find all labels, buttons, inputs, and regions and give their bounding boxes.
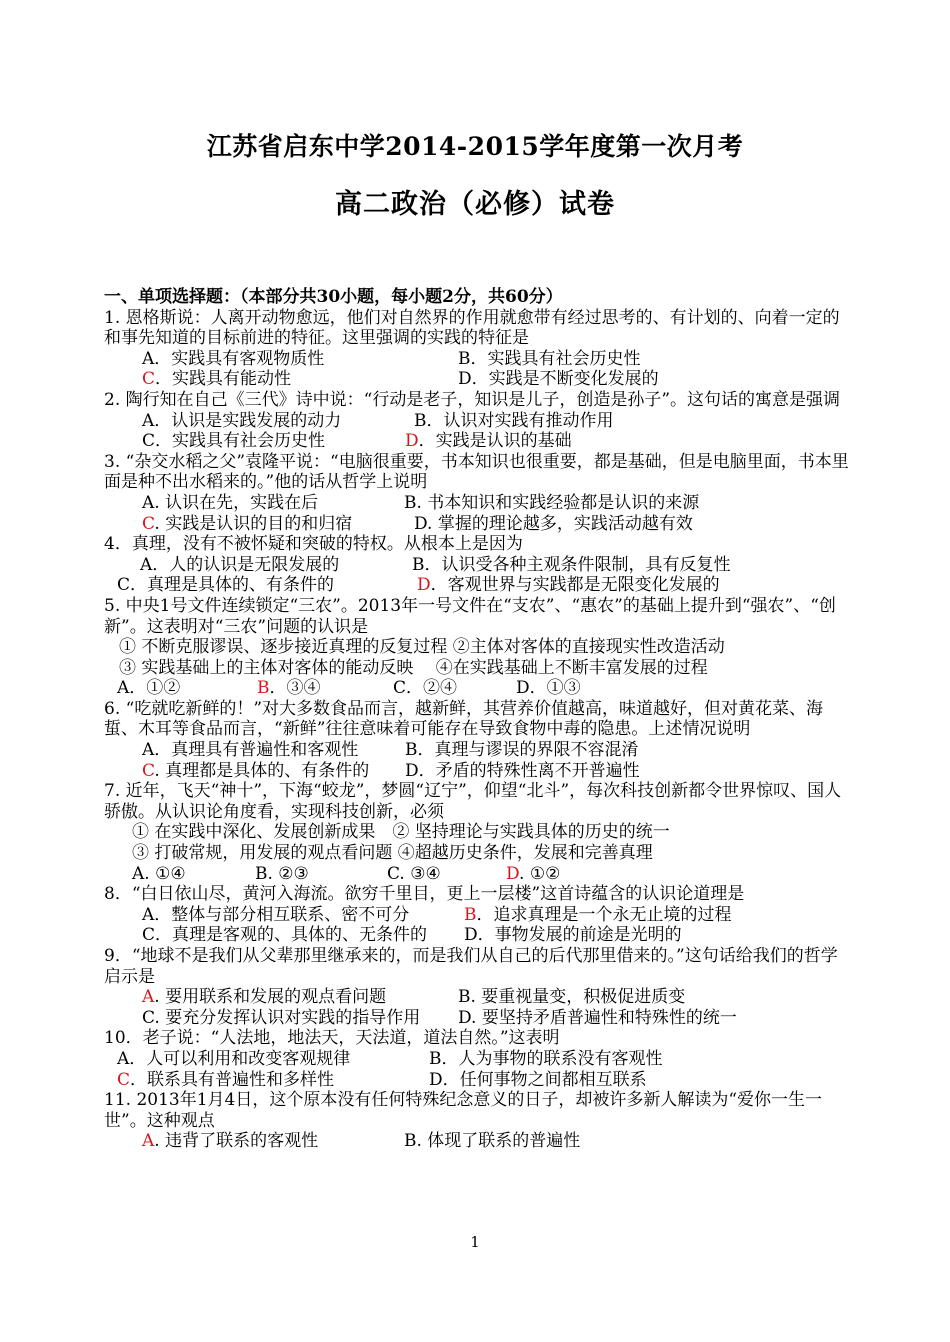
question-1-options-row2 [104, 369, 852, 390]
question-3-options-row1 [104, 493, 852, 514]
option-c: C．实践具有社会历史性 [142, 431, 326, 452]
question-10-stem: 10．老子说：“人法地，地法天，天法道，道法自然。”这表明 [104, 1028, 560, 1049]
option-c: C. 要充分发挥认识对实践的指导作用 [142, 1007, 421, 1028]
answer-mark: C [142, 760, 155, 781]
answer-mark: A [142, 1131, 155, 1152]
question-5-stem: 5. 中央1号文件连续锁定“三农”。2013年一号文件在“支农”、“惠农”的基础上提升到“强农”、“创新”。这表明对“三农”问题的认识是 [104, 595, 836, 637]
answer-mark: C [142, 513, 155, 534]
question-1-stem: 1. 恩格斯说：人离开动物愈远，他们对自然界的作用就愈带有经过思考的、有计划的、向着一定的和事先知道的目标前进的特征。这里强调的实践的特征是 [104, 307, 840, 349]
answer-mark: B [464, 904, 477, 925]
answer-mark: A [142, 987, 155, 1008]
question-list [104, 287, 852, 1152]
option-c: C. 真理都是具体的、有条件的 [142, 760, 370, 781]
option-c: C. ③④ [387, 863, 441, 884]
option-d: D．实践是不断变化发展的 [458, 369, 659, 390]
option-c: C．实践具有能动性 [142, 369, 292, 390]
question-9-options-row1 [104, 987, 852, 1008]
question-10-options-row1 [104, 1049, 852, 1070]
option-c: C．联系具有普遍性和多样性 [117, 1069, 335, 1090]
question-10-options-row2 [104, 1070, 852, 1091]
option-b: B．真理与谬误的界限不容混淆 [405, 740, 639, 761]
option-b: B．③④ [257, 678, 321, 699]
answer-mark: C [117, 1069, 131, 1090]
page-number: 1 [470, 1233, 480, 1251]
option-d: D．客观世界与实践都是无限变化发展的 [417, 575, 720, 596]
answer-mark: D [405, 431, 419, 452]
question-7-statement-2: ③ 打破常规，用发展的观点看问题 ④超越历史条件，发展和完善真理 [132, 843, 653, 864]
question-7-stem: 7. 近年，飞天“神十”，下海“蛟龙”，梦圆“辽宁”，仰望“北斗”，每次科技创新都令世界惊叹、国人骄傲。从认识论角度看，实现科技创新，必须 [104, 781, 842, 822]
option-c: C．真理是客观的、具体的、无条件的 [142, 925, 428, 946]
question-4-options-row2 [104, 575, 852, 596]
option-c: C. 实践是认识的目的和归宿 [142, 513, 353, 534]
option-b: B．人为事物的联系没有客观性 [429, 1048, 663, 1069]
option-b: B．认识受各种主观条件限制，具有反复性 [412, 554, 731, 575]
option-a: A. 要用联系和发展的观点看问题 [142, 987, 387, 1008]
question-11-options-row1 [104, 1131, 852, 1152]
option-b: B．实践具有社会历史性 [458, 348, 641, 369]
option-a: A．人可以利用和改变客观规律 [117, 1048, 351, 1069]
question-6-stem: 6. “吃就吃新鲜的！”对大多数食品而言，越新鲜，其营养价值越高，味道越好，但对黄花菜、海蜇、木耳等食品而言，“新鲜”往往意味着可能存在导致食物中毒的隐患。上述情况说明 [104, 698, 824, 740]
question-3-options-row2 [104, 514, 852, 535]
exam-title: 江苏省启东中学2014-2015学年度第一次月考 [206, 132, 744, 161]
option-a: A. ①④ [132, 863, 186, 884]
question-11-stem: 11. 2013年1月4日，这个原本没有任何特殊纪念意义的日子，却被许多新人解读为“爱你一生一世”。这种观点 [104, 1090, 823, 1131]
question-8-options-row2 [104, 925, 852, 946]
option-a: A．实践具有客观物质性 [142, 348, 325, 369]
question-2-stem: 2. 陶行知在自己《三代》诗中说：“行动是老子，知识是儿子，创造是孙子”。这句话的寓意是强调 [104, 389, 841, 410]
answer-mark: C [142, 369, 156, 390]
question-6-options-row2 [104, 761, 852, 782]
option-b: B. ②③ [255, 863, 309, 884]
question-9-options-row2 [104, 1008, 852, 1029]
question-6-options-row1 [104, 740, 852, 761]
question-7-statement-1: ① 在实践中深化、发展创新成果 ② 坚持理论与实践具体的历史的统一 [132, 822, 670, 843]
question-1-options-row1 [104, 349, 852, 370]
option-d: D．实践是认识的基础 [405, 431, 572, 452]
question-4-options-row1 [104, 555, 852, 576]
question-8-stem: 8．“白日依山尽，黄河入海流。欲穷千里目，更上一层楼”这首诗蕴含的认识论道理是 [104, 884, 745, 905]
option-d: D．任何事物之间都相互联系 [429, 1069, 647, 1090]
option-a: A. 认识在先，实践在后 [142, 492, 319, 513]
question-4-stem: 4．真理，没有不被怀疑和突破的特权。从根本上是因为 [104, 534, 523, 555]
option-a: A．人的认识是无限发展的 [140, 554, 340, 575]
answer-mark: D [417, 575, 431, 596]
exam-subtitle: 高二政治（必修）试卷 [335, 189, 615, 220]
option-a: A. 违背了联系的客观性 [142, 1131, 319, 1152]
option-b: B．追求真理是一个永无止境的过程 [464, 904, 732, 925]
option-b: B. 要重视量变，积极促进质变 [458, 987, 686, 1008]
answer-mark: D [506, 863, 520, 884]
option-d: D．矛盾的特殊性离不开普遍性 [405, 760, 640, 781]
question-7-options [104, 864, 852, 885]
option-a: A．认识是实践发展的动力 [142, 410, 342, 431]
question-2-options-row2 [104, 431, 852, 452]
option-a: A．整体与部分相互联系、密不可分 [142, 904, 410, 925]
option-a: A．①② [117, 678, 181, 699]
answer-mark: B [257, 678, 270, 699]
option-d: D．事物发展的前途是光明的 [464, 925, 682, 946]
question-5-options [104, 678, 852, 699]
option-b: B. 书本知识和实践经验都是认识的来源 [404, 492, 700, 513]
option-c: C．②④ [393, 678, 458, 699]
question-9-stem: 9．“地球不是我们从父辈那里继承来的，而是我们从自己的后代那里借来的。”这句话给我们的哲学启示是 [104, 946, 838, 987]
option-d: D. 要坚持矛盾普遍性和特殊性的统一 [458, 1007, 737, 1028]
section-heading: 一、单项选择题：（本部分共30小题，每小题2分，共60分） [104, 287, 563, 307]
question-5-statement-2: ③ 实践基础上的主体对客体的能动反映 ④在实践基础上不断丰富发展的过程 [119, 657, 708, 678]
question-5-statement-1: ① 不断克服谬误、逐步接近真理的反复过程 ②主体对客体的直接现实性改造活动 [119, 637, 725, 658]
option-b: B. 体现了联系的普遍性 [404, 1131, 581, 1152]
option-d: D. 掌握的理论越多，实践活动越有效 [414, 513, 693, 534]
option-b: B．认识对实践有推动作用 [414, 410, 614, 431]
option-a: A．真理具有普遍性和客观性 [142, 740, 359, 761]
option-d: D. ①② [506, 863, 561, 884]
question-2-options-row1 [104, 411, 852, 432]
question-3-stem: 3. “杂交水稻之父”袁隆平说：“电脑很重要，书本知识也很重要，都是基础，但是电脑里面，书本里面是种不出水稻来的。”他的话从哲学上说明 [104, 451, 849, 493]
question-8-options-row1 [104, 905, 852, 926]
option-c: C．真理是具体的、有条件的 [117, 575, 335, 596]
option-d: D．①③ [516, 678, 581, 699]
